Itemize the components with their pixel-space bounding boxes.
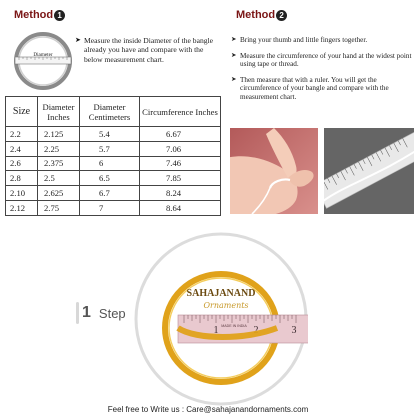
method-1-title bbox=[14, 9, 65, 21]
header-diameter-inches: Diameter Inches bbox=[38, 97, 80, 127]
cell-diameter-inches: 2.75 bbox=[38, 200, 80, 215]
cell-size: 2.2 bbox=[6, 127, 38, 142]
header-circumference-inches: Circumference Inches bbox=[140, 97, 221, 127]
method-1-note bbox=[75, 36, 222, 64]
cell-size: 2.12 bbox=[6, 200, 38, 215]
method-2-notes bbox=[231, 36, 412, 109]
table-row bbox=[6, 200, 221, 215]
arrow-right-icon: ➤ bbox=[231, 36, 237, 43]
method-2-note-text: Bring your thumb and little fingers together. bbox=[240, 36, 368, 44]
method-2-note bbox=[231, 51, 412, 69]
arrow-right-icon: ➤ bbox=[231, 75, 237, 83]
cell-circumference: 7.85 bbox=[140, 171, 221, 186]
table-row bbox=[6, 141, 221, 156]
brand-tagline: Ornaments bbox=[203, 301, 249, 310]
cell-circumference: 7.46 bbox=[140, 156, 221, 171]
ruler-photo bbox=[324, 128, 414, 214]
size-chart-table bbox=[5, 96, 221, 216]
size-chart-header-row bbox=[6, 97, 221, 127]
cell-circumference: 8.24 bbox=[140, 186, 221, 201]
method-2-note-text: Then measure that with a ruler. You will get the circumference of your bangle and compare with the measurement chart. bbox=[240, 75, 389, 101]
method-2-note bbox=[231, 36, 412, 45]
cell-diameter-inches: 2.5 bbox=[38, 171, 80, 186]
cell-diameter-inches: 2.125 bbox=[38, 127, 80, 142]
table-row bbox=[6, 171, 221, 186]
cell-circumference: 7.06 bbox=[140, 141, 221, 156]
step-label: Step bbox=[98, 305, 126, 321]
cell-diameter-inches: 2.25 bbox=[38, 141, 80, 156]
ruler-mark-1: 1 bbox=[213, 325, 219, 336]
footer-contact: Feel free to Write us : Care@sahajanandornaments.com bbox=[107, 405, 309, 414]
cell-diameter-cm: 5.4 bbox=[80, 127, 140, 142]
method-2-note-text: Measure the circumference of your hand at the widest point using tape or thread. bbox=[240, 51, 412, 69]
bangle-diameter-diagram bbox=[10, 30, 76, 92]
ruler-mark-3: 3 bbox=[291, 325, 297, 336]
method-1-title-text: Method bbox=[14, 9, 54, 21]
method-2-title bbox=[236, 9, 287, 21]
hand-measuring-photo bbox=[230, 128, 318, 214]
header-diameter-centimeters: Diameter Centimeters bbox=[80, 97, 140, 127]
diameter-label: Diameter bbox=[33, 52, 53, 58]
step-bar bbox=[76, 302, 79, 324]
cell-size: 2.10 bbox=[6, 186, 38, 201]
cell-size: 2.4 bbox=[6, 141, 38, 156]
table-row bbox=[6, 127, 221, 142]
arrow-right-icon: ➤ bbox=[231, 51, 237, 59]
header-size: Size bbox=[6, 97, 38, 127]
method-2-note bbox=[231, 75, 412, 102]
cell-diameter-cm: 7 bbox=[80, 200, 140, 215]
cell-size: 2.6 bbox=[6, 156, 38, 171]
table-row bbox=[6, 156, 221, 171]
cell-diameter-cm: 6.5 bbox=[80, 171, 140, 186]
cell-circumference: 6.67 bbox=[140, 127, 221, 142]
cell-circumference: 8.64 bbox=[140, 200, 221, 215]
ruler-mark-2: 2 bbox=[253, 325, 259, 336]
cell-diameter-cm: 6 bbox=[80, 156, 140, 171]
method-2-title-text: Method bbox=[236, 9, 276, 21]
ruler-label: MADE IN INDIA bbox=[221, 324, 247, 328]
method-1-number-badge: 1 bbox=[54, 10, 65, 21]
cell-diameter-cm: 6.7 bbox=[80, 186, 140, 201]
method-2-number-badge: 2 bbox=[276, 10, 287, 21]
step-indicator bbox=[72, 300, 152, 326]
cell-diameter-inches: 2.625 bbox=[38, 186, 80, 201]
cell-size: 2.8 bbox=[6, 171, 38, 186]
bangle-on-ruler-image bbox=[134, 232, 308, 406]
cell-diameter-cm: 5.7 bbox=[80, 141, 140, 156]
method-1-note-text: Measure the inside Diameter of the bangle already you have and compare with the below measurement chart. bbox=[84, 36, 214, 64]
arrow-right-icon: ➤ bbox=[75, 36, 81, 44]
cell-diameter-inches: 2.375 bbox=[38, 156, 80, 171]
step-number: 1 bbox=[82, 304, 91, 321]
brand-name: SAHAJANAND bbox=[186, 288, 256, 299]
table-row bbox=[6, 186, 221, 201]
